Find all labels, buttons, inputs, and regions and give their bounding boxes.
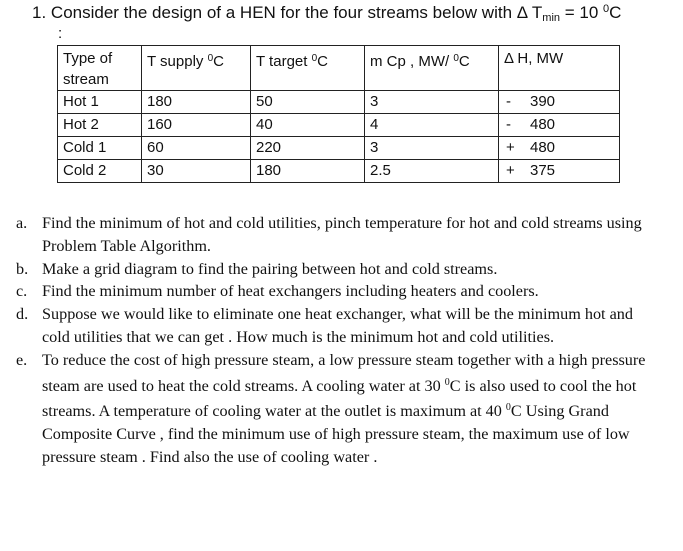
header-type-line2: stream <box>63 71 109 88</box>
header-dh <box>499 46 620 91</box>
part-c <box>16 280 656 303</box>
part-d-text: Suppose we would like to eliminate one heat exchanger, what will be the minimum hot and cold utilities that we can get . How much is the minimum hot and cold utilities. <box>42 305 633 346</box>
header-mcp-text: m Cp , MW/ <box>370 53 454 70</box>
question-title <box>32 3 621 24</box>
part-e-text-2: C is also used to cool the hot streams. A temperature of cooling water at the outlet is maximum at 40 <box>42 376 637 421</box>
cell-mcp: 2.5 <box>365 160 499 183</box>
header-mcp-unit: C <box>458 53 470 70</box>
header-mcp <box>365 46 499 91</box>
part-b-text: Make a grid diagram to find the pairing between hot and cold streams. <box>42 259 498 278</box>
cell-ttarget: 180 <box>251 160 365 183</box>
cell-tsupply: 30 <box>142 160 251 183</box>
cell-dh-value: 480 <box>530 139 556 156</box>
header-tsupply-text: T supply <box>147 53 208 70</box>
cell-tsupply: 160 <box>142 114 251 137</box>
part-b-label: b. <box>16 259 29 278</box>
cell-type: Cold 1 <box>58 137 142 160</box>
cell-dh <box>499 137 620 160</box>
header-type <box>58 46 142 91</box>
cell-dh-value: 480 <box>530 116 556 133</box>
cell-dh <box>499 114 620 137</box>
cell-ttarget: 40 <box>251 114 365 137</box>
part-c-text: Find the minimum number of heat exchangers including heaters and coolers. <box>42 282 539 301</box>
part-a-label: a. <box>16 214 28 232</box>
cell-dh-sign: - <box>506 116 511 133</box>
header-tsupply-unit: C <box>213 53 224 70</box>
cell-type: Cold 2 <box>58 160 142 183</box>
header-tsupply-degree: 0 <box>207 53 214 64</box>
part-e-label: e. <box>16 350 28 369</box>
stream-table <box>57 45 620 183</box>
cell-dh-value: 375 <box>530 162 556 179</box>
cell-dh-sign: - <box>506 93 511 110</box>
part-d <box>16 303 656 349</box>
question-title-subscript: min <box>542 12 561 24</box>
table-row <box>58 137 620 160</box>
cell-type: Hot 2 <box>58 114 142 137</box>
question-title-text: Consider the design of a HEN for the four streams below with Δ T <box>50 3 543 22</box>
cell-type: Hot 1 <box>58 91 142 114</box>
part-e-degree-1: 0 <box>444 376 450 388</box>
cell-dh-sign: + <box>506 139 515 156</box>
cell-ttarget: 50 <box>251 91 365 114</box>
cell-tsupply: 180 <box>142 91 251 114</box>
table-row <box>58 114 620 137</box>
cell-mcp: 4 <box>365 114 499 137</box>
cell-dh-value: 390 <box>530 93 556 110</box>
header-ttarget-degree: 0 <box>311 53 318 64</box>
part-e-text-1: To reduce the cost of high pressure steam, a low pressure steam together with a high pressure steam are used to heat the cold streams. A cooling water at 30 <box>42 350 646 395</box>
part-c-label: c. <box>16 282 28 301</box>
cell-tsupply: 60 <box>142 137 251 160</box>
question-title-degree: 0 <box>603 3 610 15</box>
part-e-degree-2: 0 <box>505 402 511 414</box>
cell-mcp: 3 <box>365 91 499 114</box>
part-b <box>16 258 656 281</box>
question-title-unit: C <box>609 3 622 22</box>
cell-ttarget: 220 <box>251 137 365 160</box>
cell-mcp: 3 <box>365 137 499 160</box>
header-type-line1: Type of <box>63 50 113 67</box>
part-e-text-3: C Using Grand Composite Curve , find the minimum use of high pressure steam, the maximum use of low pressure steam . Find also the use of cooling water . <box>42 402 630 466</box>
question-parts <box>16 212 656 469</box>
colon-mark: : <box>58 25 63 42</box>
header-ttarget <box>251 46 365 91</box>
table-row <box>58 91 620 114</box>
question-number: 1. <box>32 3 47 22</box>
cell-dh-sign: + <box>506 162 515 179</box>
header-tsupply <box>142 46 251 91</box>
question-title-value: = 10 <box>560 3 604 22</box>
table-row <box>58 160 620 183</box>
cell-dh <box>499 160 620 183</box>
header-dh-text: Δ H, MW <box>504 50 564 67</box>
header-ttarget-unit: C <box>317 53 328 70</box>
part-e <box>16 349 656 469</box>
part-a <box>16 212 656 258</box>
part-a-text: Find the minimum of hot and cold utilities, pinch temperature for hot and cold streams using Problem Table Algorithm. <box>42 214 642 255</box>
part-d-label: d. <box>16 305 29 324</box>
cell-dh <box>499 91 620 114</box>
header-ttarget-text: T target <box>256 53 312 70</box>
table-header-row <box>58 46 620 91</box>
header-mcp-degree: 0 <box>453 53 459 64</box>
